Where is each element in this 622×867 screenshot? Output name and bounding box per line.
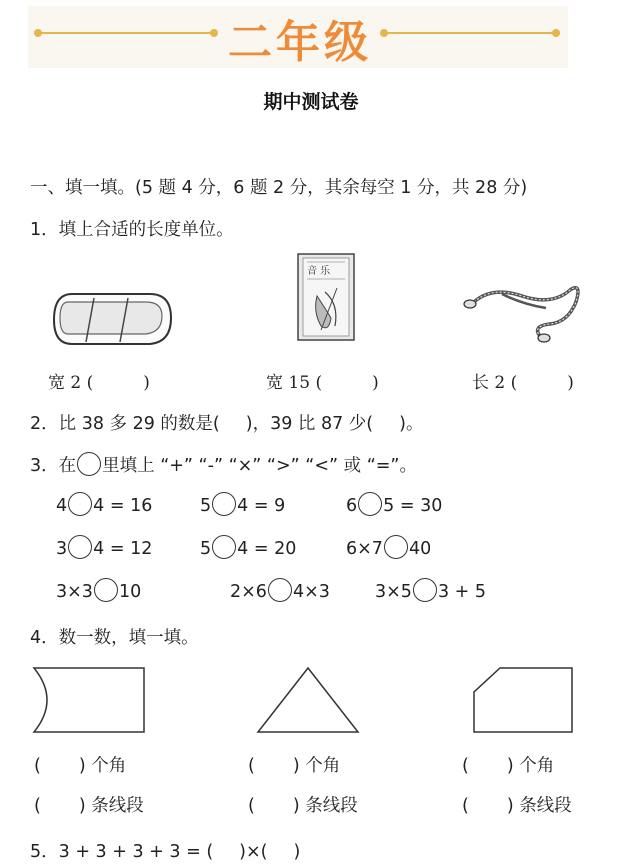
open-paren: ( bbox=[86, 373, 94, 393]
banner-right-dot bbox=[552, 29, 560, 37]
expr-left: 3×5 bbox=[375, 582, 412, 602]
grade-title: 二年级 bbox=[228, 17, 372, 68]
close-paren: ) bbox=[372, 373, 379, 393]
q3-r3c1 bbox=[56, 580, 141, 604]
q1-title: 1．填上合适的长度单位。 bbox=[30, 220, 234, 240]
expr-left: 5 bbox=[200, 496, 212, 516]
expr-right: 4×3 bbox=[292, 582, 330, 602]
segment-label: 条线段 bbox=[305, 796, 358, 816]
expr-left: 4 bbox=[56, 496, 68, 516]
expr-right: 40 bbox=[408, 539, 432, 559]
banner-left-dot bbox=[34, 29, 42, 37]
circle-blank[interactable] bbox=[212, 492, 236, 516]
expr-left: 5 bbox=[200, 539, 212, 559]
q5-text-a: 5．3 + 3 + 3 + 3 = ( bbox=[30, 842, 214, 862]
q2-text-b: )，39 比 87 少( bbox=[245, 414, 374, 434]
expr-right: 3 + 5 bbox=[437, 582, 486, 602]
q3-r1c1 bbox=[56, 494, 152, 518]
segment-label: 条线段 bbox=[91, 796, 144, 816]
circle-blank[interactable] bbox=[212, 535, 236, 559]
banner-right-line bbox=[384, 32, 556, 34]
open-paren: ( bbox=[510, 373, 518, 393]
banner-left-line bbox=[40, 32, 212, 34]
circle-blank[interactable] bbox=[268, 578, 292, 602]
book-title: 音 乐 bbox=[307, 266, 331, 277]
circle-blank[interactable] bbox=[413, 578, 437, 602]
q4-shape3-angles bbox=[462, 752, 554, 777]
q1-item-label: 宽 2 bbox=[48, 373, 82, 393]
open-paren: ( bbox=[462, 756, 469, 776]
q3-text-a: 3．在 bbox=[30, 456, 77, 476]
expr-right: 5 = 30 bbox=[383, 496, 443, 516]
open-paren: ( bbox=[248, 796, 255, 816]
angle-label: 个角 bbox=[91, 756, 127, 776]
page-subtitle: 期中测试卷 bbox=[263, 91, 359, 113]
q3-r1c3 bbox=[346, 494, 442, 518]
close-paren: ) bbox=[292, 796, 300, 816]
q1-item-length2 bbox=[472, 368, 574, 393]
expr-right: 10 bbox=[118, 582, 142, 602]
expr-left: 2×6 bbox=[230, 582, 267, 602]
close-paren: ) bbox=[292, 756, 300, 776]
shape-pentagon bbox=[470, 664, 576, 736]
expr-left: 3 bbox=[56, 539, 68, 559]
q3-text-b: 里填上 “+” “-” “×” “>” “<” 或 “=”。 bbox=[102, 456, 418, 476]
segment-label: 条线段 bbox=[519, 796, 572, 816]
expr-left: 6×7 bbox=[346, 539, 383, 559]
q3-title bbox=[30, 452, 417, 478]
banner-left-dot-inner bbox=[210, 29, 218, 37]
open-paren: ( bbox=[462, 796, 469, 816]
banner-right-dot-inner bbox=[380, 29, 388, 37]
q2-text-a: 2．比 38 多 29 的数是( bbox=[30, 414, 220, 434]
close-paren: ) bbox=[506, 796, 514, 816]
expr-right: 4 = 20 bbox=[237, 539, 297, 559]
close-paren: ) bbox=[78, 796, 86, 816]
open-paren: ( bbox=[34, 796, 41, 816]
angle-label: 个角 bbox=[519, 756, 555, 776]
q2-text-c: )。 bbox=[399, 414, 424, 434]
q5-line bbox=[30, 838, 300, 863]
q1-item-label: 长 2 bbox=[472, 373, 506, 393]
q1-item-width2 bbox=[48, 368, 150, 393]
shape-concave-rectangle bbox=[30, 664, 150, 736]
q4-shape1-angles bbox=[34, 752, 126, 777]
q5-text-c: ) bbox=[293, 842, 301, 862]
circle-blank-icon bbox=[77, 452, 101, 476]
expr-right: 4 = 16 bbox=[93, 496, 153, 516]
close-paren: ) bbox=[506, 756, 514, 776]
close-paren: ) bbox=[143, 373, 150, 393]
circle-blank[interactable] bbox=[68, 492, 92, 516]
expr-left: 6 bbox=[346, 496, 358, 516]
open-paren: ( bbox=[315, 373, 323, 393]
q1-item-label: 宽 15 bbox=[266, 373, 311, 393]
q4-title: 4．数一数，填一填。 bbox=[30, 628, 199, 648]
q3-r2c3 bbox=[346, 537, 431, 561]
circle-blank[interactable] bbox=[384, 535, 408, 559]
open-paren: ( bbox=[248, 756, 255, 776]
angle-label: 个角 bbox=[305, 756, 341, 776]
shape-triangle bbox=[254, 664, 364, 736]
q3-r2c1 bbox=[56, 537, 152, 561]
eraser-image bbox=[50, 290, 175, 348]
q4-shape2-angles bbox=[248, 752, 340, 777]
expr-right: 4 = 9 bbox=[237, 496, 286, 516]
q3-r1c2 bbox=[200, 494, 285, 518]
q1-item-width15 bbox=[266, 368, 379, 393]
q4-shape2-segments bbox=[248, 792, 358, 817]
q4-shape3-segments bbox=[462, 792, 572, 817]
circle-blank[interactable] bbox=[94, 578, 118, 602]
q4-shape1-segments bbox=[34, 792, 144, 817]
q5-text-b: )×( bbox=[239, 842, 268, 862]
close-paren: ) bbox=[567, 373, 574, 393]
q3-r3c3 bbox=[375, 580, 486, 604]
circle-blank[interactable] bbox=[68, 535, 92, 559]
expr-right: 4 = 12 bbox=[93, 539, 153, 559]
q2-line bbox=[30, 410, 423, 435]
open-paren: ( bbox=[34, 756, 41, 776]
close-paren: ) bbox=[78, 756, 86, 776]
circle-blank[interactable] bbox=[358, 492, 382, 516]
q3-r3c2 bbox=[230, 580, 330, 604]
q3-r2c2 bbox=[200, 537, 296, 561]
jump-rope-image bbox=[462, 274, 584, 344]
expr-left: 3×3 bbox=[56, 582, 93, 602]
section1-title: 一、填一填。(5 题 4 分，6 题 2 分，其余每空 1 分，共 28 分) bbox=[30, 178, 528, 198]
